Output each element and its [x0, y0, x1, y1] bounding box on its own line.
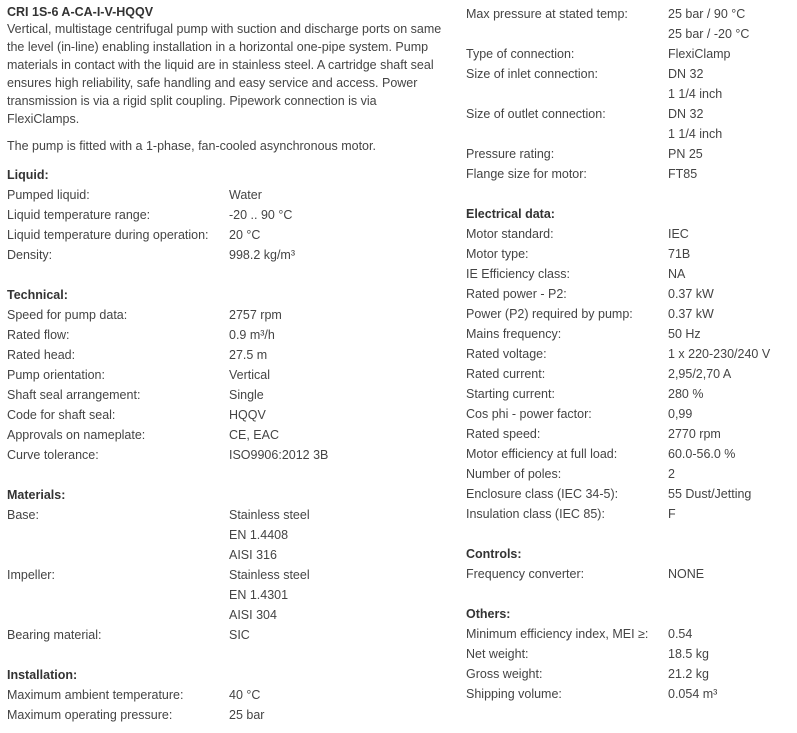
- spec-value: 2,95/2,70 A: [668, 367, 732, 381]
- spec-section-technical: [7, 285, 447, 465]
- spec-label: Number of poles:: [466, 467, 562, 481]
- spec-row-motor-type: [466, 244, 791, 264]
- motor-note: The pump is fitted with a 1-phase, fan-cooled asynchronous motor.: [7, 139, 376, 153]
- spec-label: Power (P2) required by pump:: [466, 307, 633, 321]
- spec-label: Base:: [7, 508, 39, 522]
- spec-row-size-of-outlet-connection: [466, 104, 791, 144]
- spec-label: Pumped liquid:: [7, 188, 90, 202]
- spec-values: [229, 445, 328, 465]
- spec-values: [229, 625, 250, 645]
- spec-row-rated-speed: [466, 424, 791, 444]
- spec-value: 0.37 kW: [668, 287, 714, 301]
- spec-values: [229, 685, 260, 705]
- spec-value: NONE: [668, 567, 705, 581]
- spec-value: 50 Hz: [668, 327, 701, 341]
- spec-row-maximum-operating-pressure: [7, 705, 447, 725]
- spec-row-frequency-converter: [466, 564, 791, 584]
- section-spacer: [466, 524, 791, 544]
- spec-label: Rated current:: [466, 367, 546, 381]
- spec-row-pumped-liquid: [7, 185, 447, 205]
- spec-label: Shipping volume:: [466, 687, 562, 701]
- spec-row-mains-frequency: [466, 324, 791, 344]
- spec-value: 2757 rpm: [229, 308, 282, 322]
- spec-row-density: [7, 245, 447, 265]
- spec-value: Water: [229, 188, 262, 202]
- spec-section-others: [466, 604, 791, 704]
- spec-values: [668, 464, 675, 484]
- spec-values: [668, 344, 770, 364]
- spec-label: Enclosure class (IEC 34-5):: [466, 487, 619, 501]
- spec-row-enclosure-class-iec-34-5: [466, 484, 791, 504]
- spec-label: Maximum ambient temperature:: [7, 688, 184, 702]
- spec-values: [229, 305, 282, 325]
- spec-row-impeller: [7, 565, 447, 625]
- spec-value: PN 25: [668, 147, 703, 161]
- spec-value: 27.5 m: [229, 348, 268, 362]
- spec-value: Stainless steel: [229, 508, 310, 522]
- spec-value: 2770 rpm: [668, 427, 721, 441]
- spec-values: [668, 664, 709, 684]
- spec-section-liquid: [7, 165, 447, 265]
- left-column: [7, 0, 447, 725]
- spec-value: ISO9906:2012 3B: [229, 448, 329, 462]
- spec-row-pump-orientation: [7, 365, 447, 385]
- spec-row-starting-current: [466, 384, 791, 404]
- spec-value: EN 1.4301: [229, 588, 289, 602]
- spec-label: Type of connection:: [466, 47, 575, 61]
- spec-label: Maximum operating pressure:: [7, 708, 173, 722]
- spec-label: Gross weight:: [466, 667, 543, 681]
- spec-label: Motor efficiency at full load:: [466, 447, 618, 461]
- spec-values: [229, 565, 310, 625]
- description-paragraph: Vertical, multistage centrifugal pump with suction and discharge ports on same the level (in-line) enabling installation in a horizontal one-pipe system. Pump materials in contact with the liquid are in stainless steel. A cartridge shaft seal ensures high reliability, safe handling and easy service and access. Power transmission is via a rigid split coupling. Pipework connection is via FlexiClamps.: [7, 22, 442, 126]
- spec-values: [668, 444, 735, 464]
- spec-values: [668, 684, 717, 704]
- spec-values: [229, 425, 279, 445]
- spec-values: [668, 264, 685, 284]
- spec-values: [668, 624, 692, 644]
- spec-value: 25 bar / -20 °C: [668, 27, 750, 41]
- spec-values: [229, 225, 260, 245]
- spec-row-type-of-connection: [466, 44, 791, 64]
- spec-values: [668, 4, 749, 44]
- spec-label: Rated voltage:: [466, 347, 547, 361]
- spec-label: Density:: [7, 248, 53, 262]
- spec-row-code-for-shaft-seal: [7, 405, 447, 425]
- spec-label: Impeller:: [7, 568, 55, 582]
- spec-label: Minimum efficiency index, MEI ≥:: [466, 627, 649, 641]
- spec-value: Stainless steel: [229, 568, 310, 582]
- spec-row-liquid-temperature-during-operation: [7, 225, 447, 245]
- spec-label: Rated flow:: [7, 328, 70, 342]
- section-heading: Installation:: [7, 668, 78, 682]
- spec-value: 21.2 kg: [668, 667, 710, 681]
- spec-label: Max pressure at stated temp:: [466, 7, 628, 21]
- spec-row-number-of-poles: [466, 464, 791, 484]
- spec-row-insulation-class-iec-85: [466, 504, 791, 524]
- spec-row-motor-efficiency-at-full-load: [466, 444, 791, 464]
- section-heading: Technical:: [7, 288, 68, 302]
- spec-values: [668, 384, 703, 404]
- spec-values: [668, 564, 704, 584]
- spec-row-flange-size-for-motor: [466, 164, 791, 184]
- spec-values: [229, 325, 275, 345]
- spec-label: Pump orientation:: [7, 368, 105, 382]
- spec-value: 0.054 m³: [668, 687, 718, 701]
- spec-values: [668, 404, 692, 424]
- spec-values: [668, 144, 703, 164]
- section-heading: Controls:: [466, 547, 522, 561]
- spec-value: SIC: [229, 628, 250, 642]
- spec-label: Shaft seal arrangement:: [7, 388, 141, 402]
- spec-row-minimum-efficiency-index-mei: [466, 624, 791, 644]
- spec-values: [668, 224, 689, 244]
- spec-value: 280 %: [668, 387, 704, 401]
- spec-value: 998.2 kg/m³: [229, 248, 296, 262]
- spec-values: [229, 405, 266, 425]
- spec-section-row: [466, 4, 791, 184]
- spec-row-net-weight: [466, 644, 791, 664]
- spec-values: [229, 365, 270, 385]
- spec-values: [668, 64, 722, 104]
- spec-label: Rated speed:: [466, 427, 541, 441]
- spec-value: NA: [668, 267, 686, 281]
- spec-label: Pressure rating:: [466, 147, 555, 161]
- right-column: [466, 0, 791, 704]
- spec-value: DN 32: [668, 67, 704, 81]
- spec-row-liquid-temperature-range: [7, 205, 447, 225]
- spec-label: Liquid temperature range:: [7, 208, 151, 222]
- spec-row-rated-flow: [7, 325, 447, 345]
- section-heading: Liquid:: [7, 168, 49, 182]
- spec-section-controls: [466, 544, 791, 584]
- spec-value: 0,99: [668, 407, 693, 421]
- product-title: CRI 1S-6 A-CA-I-V-HQQV: [7, 5, 154, 19]
- spec-values: [668, 424, 721, 444]
- spec-values: [668, 484, 751, 504]
- spec-label: Frequency converter:: [466, 567, 585, 581]
- spec-row-bearing-material: [7, 625, 447, 645]
- spec-label: Size of outlet connection:: [466, 107, 606, 121]
- spec-row-rated-head: [7, 345, 447, 365]
- spec-value: 1 1/4 inch: [668, 127, 723, 141]
- spec-row-motor-standard: [466, 224, 791, 244]
- spec-label: Motor standard:: [466, 227, 554, 241]
- spec-values: [668, 304, 714, 324]
- spec-label: Rated head:: [7, 348, 76, 362]
- spec-label: Starting current:: [466, 387, 555, 401]
- spec-label: Approvals on nameplate:: [7, 428, 146, 442]
- spec-section-electrical-data: [466, 204, 791, 524]
- spec-row-curve-tolerance: [7, 445, 447, 465]
- section-spacer: [7, 465, 447, 485]
- spec-row-ie-efficiency-class: [466, 264, 791, 284]
- section-spacer: [7, 645, 447, 665]
- spec-row-rated-current: [466, 364, 791, 384]
- spec-values: [229, 185, 262, 205]
- spec-value: 25 bar / 90 °C: [668, 7, 746, 21]
- spec-value: 60.0-56.0 %: [668, 447, 736, 461]
- spec-values: [668, 44, 731, 64]
- spec-label: Net weight:: [466, 647, 529, 661]
- spec-value: 71B: [668, 247, 691, 261]
- spec-value: 55 Dust/Jetting: [668, 487, 752, 501]
- spec-label: Flange size for motor:: [466, 167, 587, 181]
- spec-section-materials: [7, 485, 447, 645]
- spec-value: 40 °C: [229, 688, 261, 702]
- spec-value: FlexiClamp: [668, 47, 731, 61]
- spec-row-shaft-seal-arrangement: [7, 385, 447, 405]
- spec-value: F: [668, 507, 676, 521]
- spec-values: [668, 164, 697, 184]
- spec-label: Rated power - P2:: [466, 287, 567, 301]
- spec-value: 18.5 kg: [668, 647, 710, 661]
- spec-value: AISI 316: [229, 548, 277, 562]
- spec-row-rated-power-p2: [466, 284, 791, 304]
- spec-values: [668, 244, 690, 264]
- spec-label: Curve tolerance:: [7, 448, 99, 462]
- spec-value: -20 .. 90 °C: [229, 208, 293, 222]
- spec-values: [229, 385, 264, 405]
- left-spec-sections: [7, 165, 447, 725]
- spec-row-gross-weight: [466, 664, 791, 684]
- spec-row-size-of-inlet-connection: [466, 64, 791, 104]
- spec-row-cos-phi-power-factor: [466, 404, 791, 424]
- spec-values: [668, 504, 676, 524]
- spec-value: 1 x 220-230/240 V: [668, 347, 771, 361]
- spec-value: IEC: [668, 227, 689, 241]
- spec-value: 0.37 kW: [668, 307, 714, 321]
- spec-value: 1 1/4 inch: [668, 87, 723, 101]
- spec-values: [229, 705, 264, 725]
- right-spec-sections: [466, 4, 791, 704]
- spec-value: 25 bar: [229, 708, 265, 722]
- spec-value: HQQV: [229, 408, 266, 422]
- spec-label: Liquid temperature during operation:: [7, 228, 209, 242]
- spec-value: 0.9 m³/h: [229, 328, 275, 342]
- spec-value: CE, EAC: [229, 428, 280, 442]
- section-heading: Materials:: [7, 488, 66, 502]
- spec-row-max-pressure-at-stated-temp: [466, 4, 791, 44]
- spec-label: Mains frequency:: [466, 327, 562, 341]
- spec-row-speed-for-pump-data: [7, 305, 447, 325]
- spec-values: [229, 505, 310, 565]
- spec-row-rated-voltage: [466, 344, 791, 364]
- spec-label: Code for shaft seal:: [7, 408, 116, 422]
- spec-row-power-p2-required-by-pump: [466, 304, 791, 324]
- section-spacer: [466, 584, 791, 604]
- spec-label: Cos phi - power factor:: [466, 407, 592, 421]
- spec-row-approvals-on-nameplate: [7, 425, 447, 445]
- spec-values: [668, 364, 731, 384]
- spec-row-pressure-rating: [466, 144, 791, 164]
- spec-values: [229, 205, 292, 225]
- spec-label: Size of inlet connection:: [466, 67, 599, 81]
- spec-value: EN 1.4408: [229, 528, 289, 542]
- spec-label: Insulation class (IEC 85):: [466, 507, 605, 521]
- spec-value: Single: [229, 388, 264, 402]
- spec-values: [229, 245, 295, 265]
- spec-label: Motor type:: [466, 247, 529, 261]
- spec-values: [229, 345, 267, 365]
- spec-values: [668, 324, 701, 344]
- spec-row-shipping-volume: [466, 684, 791, 704]
- spec-section-installation: [7, 665, 447, 725]
- spec-value: 20 °C: [229, 228, 261, 242]
- spec-value: FT85: [668, 167, 698, 181]
- spec-value: AISI 304: [229, 608, 277, 622]
- section-spacer: [7, 265, 447, 285]
- spec-values: [668, 104, 722, 144]
- section-spacer: [466, 184, 791, 204]
- spec-row-base: [7, 505, 447, 565]
- spec-row-maximum-ambient-temperature: [7, 685, 447, 705]
- spec-value: DN 32: [668, 107, 704, 121]
- spec-label: Bearing material:: [7, 628, 102, 642]
- spec-label: IE Efficiency class:: [466, 267, 570, 281]
- spec-value: 2: [668, 467, 675, 481]
- section-heading: Electrical data:: [466, 207, 555, 221]
- spec-values: [668, 644, 709, 664]
- spec-value: Vertical: [229, 368, 270, 382]
- section-heading: Others:: [466, 607, 511, 621]
- spec-value: 0.54: [668, 627, 693, 641]
- spec-values: [668, 284, 714, 304]
- spec-label: Speed for pump data:: [7, 308, 128, 322]
